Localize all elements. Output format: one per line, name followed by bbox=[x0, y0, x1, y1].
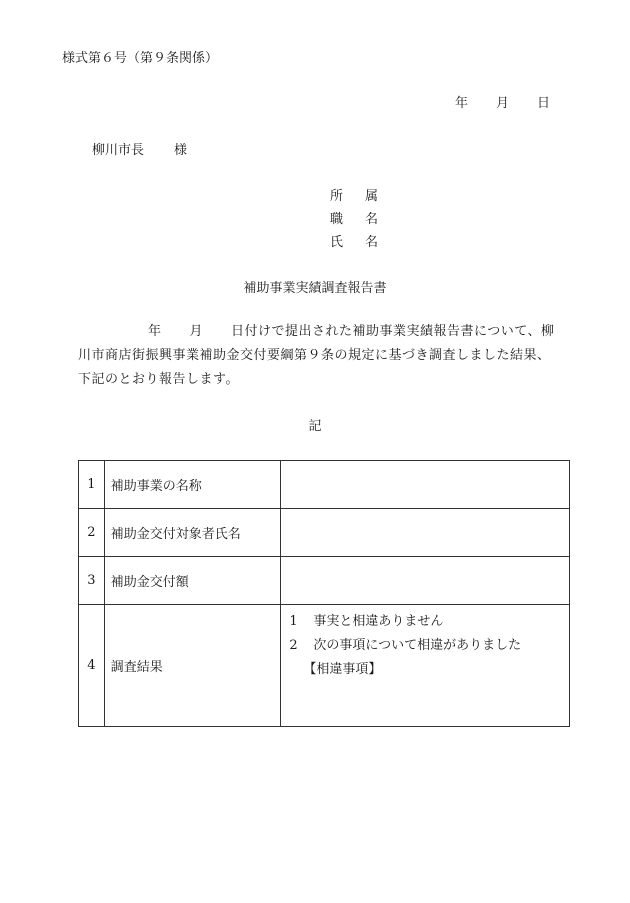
addressee-honorific: 様 bbox=[174, 143, 188, 158]
body-line-1: 年 月 日付けで提出された補助事業実績報告書について、柳 bbox=[148, 324, 555, 339]
form-number: 様式第６号（第９条関係） bbox=[62, 51, 219, 66]
date-month-label: 月 bbox=[496, 96, 510, 111]
body-month-label: 月 bbox=[189, 324, 204, 339]
details-table bbox=[78, 460, 570, 727]
project-name-field[interactable] bbox=[281, 461, 570, 509]
document-title: 補助事業実績調査報告書 bbox=[243, 281, 387, 296]
body-year-label: 年 bbox=[148, 324, 162, 339]
addressee-name: 柳川市長 bbox=[92, 143, 145, 158]
reporter-position-label: 職 名 bbox=[330, 212, 379, 227]
row-number: 3 bbox=[79, 557, 105, 605]
date-day-label: 日 bbox=[537, 96, 551, 111]
addressee bbox=[92, 144, 187, 157]
row-label: 補助事業の名称 bbox=[104, 461, 281, 509]
date-line bbox=[455, 97, 550, 110]
recipient-name-field[interactable] bbox=[281, 509, 570, 557]
table-row bbox=[79, 509, 570, 557]
row-number: 4 bbox=[79, 605, 105, 727]
row-number: 1 bbox=[79, 461, 105, 509]
body-line-2: 川市商店街振興事業補助金交付要綱第９条の規定に基づき調査しました結果、 bbox=[78, 348, 551, 363]
row-label: 調査結果 bbox=[104, 605, 281, 727]
survey-result-field[interactable] bbox=[281, 605, 570, 727]
body-paragraph bbox=[78, 320, 573, 392]
reporter-affiliation-label: 所 属 bbox=[330, 189, 379, 204]
result-option-no-discrepancy[interactable]: 1 事実と相違ありません bbox=[289, 614, 444, 629]
date-year-label: 年 bbox=[455, 96, 469, 111]
row-number: 2 bbox=[79, 509, 105, 557]
grant-amount-field[interactable] bbox=[281, 557, 570, 605]
table-row bbox=[79, 461, 570, 509]
table-row bbox=[79, 557, 570, 605]
discrepancy-items-label: 【相違事項】 bbox=[303, 662, 382, 677]
ki-heading: 記 bbox=[308, 419, 322, 434]
table-row bbox=[79, 605, 570, 727]
body-line-3: 下記のとおり報告します。 bbox=[78, 372, 239, 387]
reporter-name-label: 氏 名 bbox=[330, 235, 379, 250]
result-option-discrepancy[interactable]: 2 次の事項について相違がありました bbox=[289, 638, 522, 653]
row-label: 補助金交付額 bbox=[104, 557, 281, 605]
row-label: 補助金交付対象者氏名 bbox=[104, 509, 281, 557]
